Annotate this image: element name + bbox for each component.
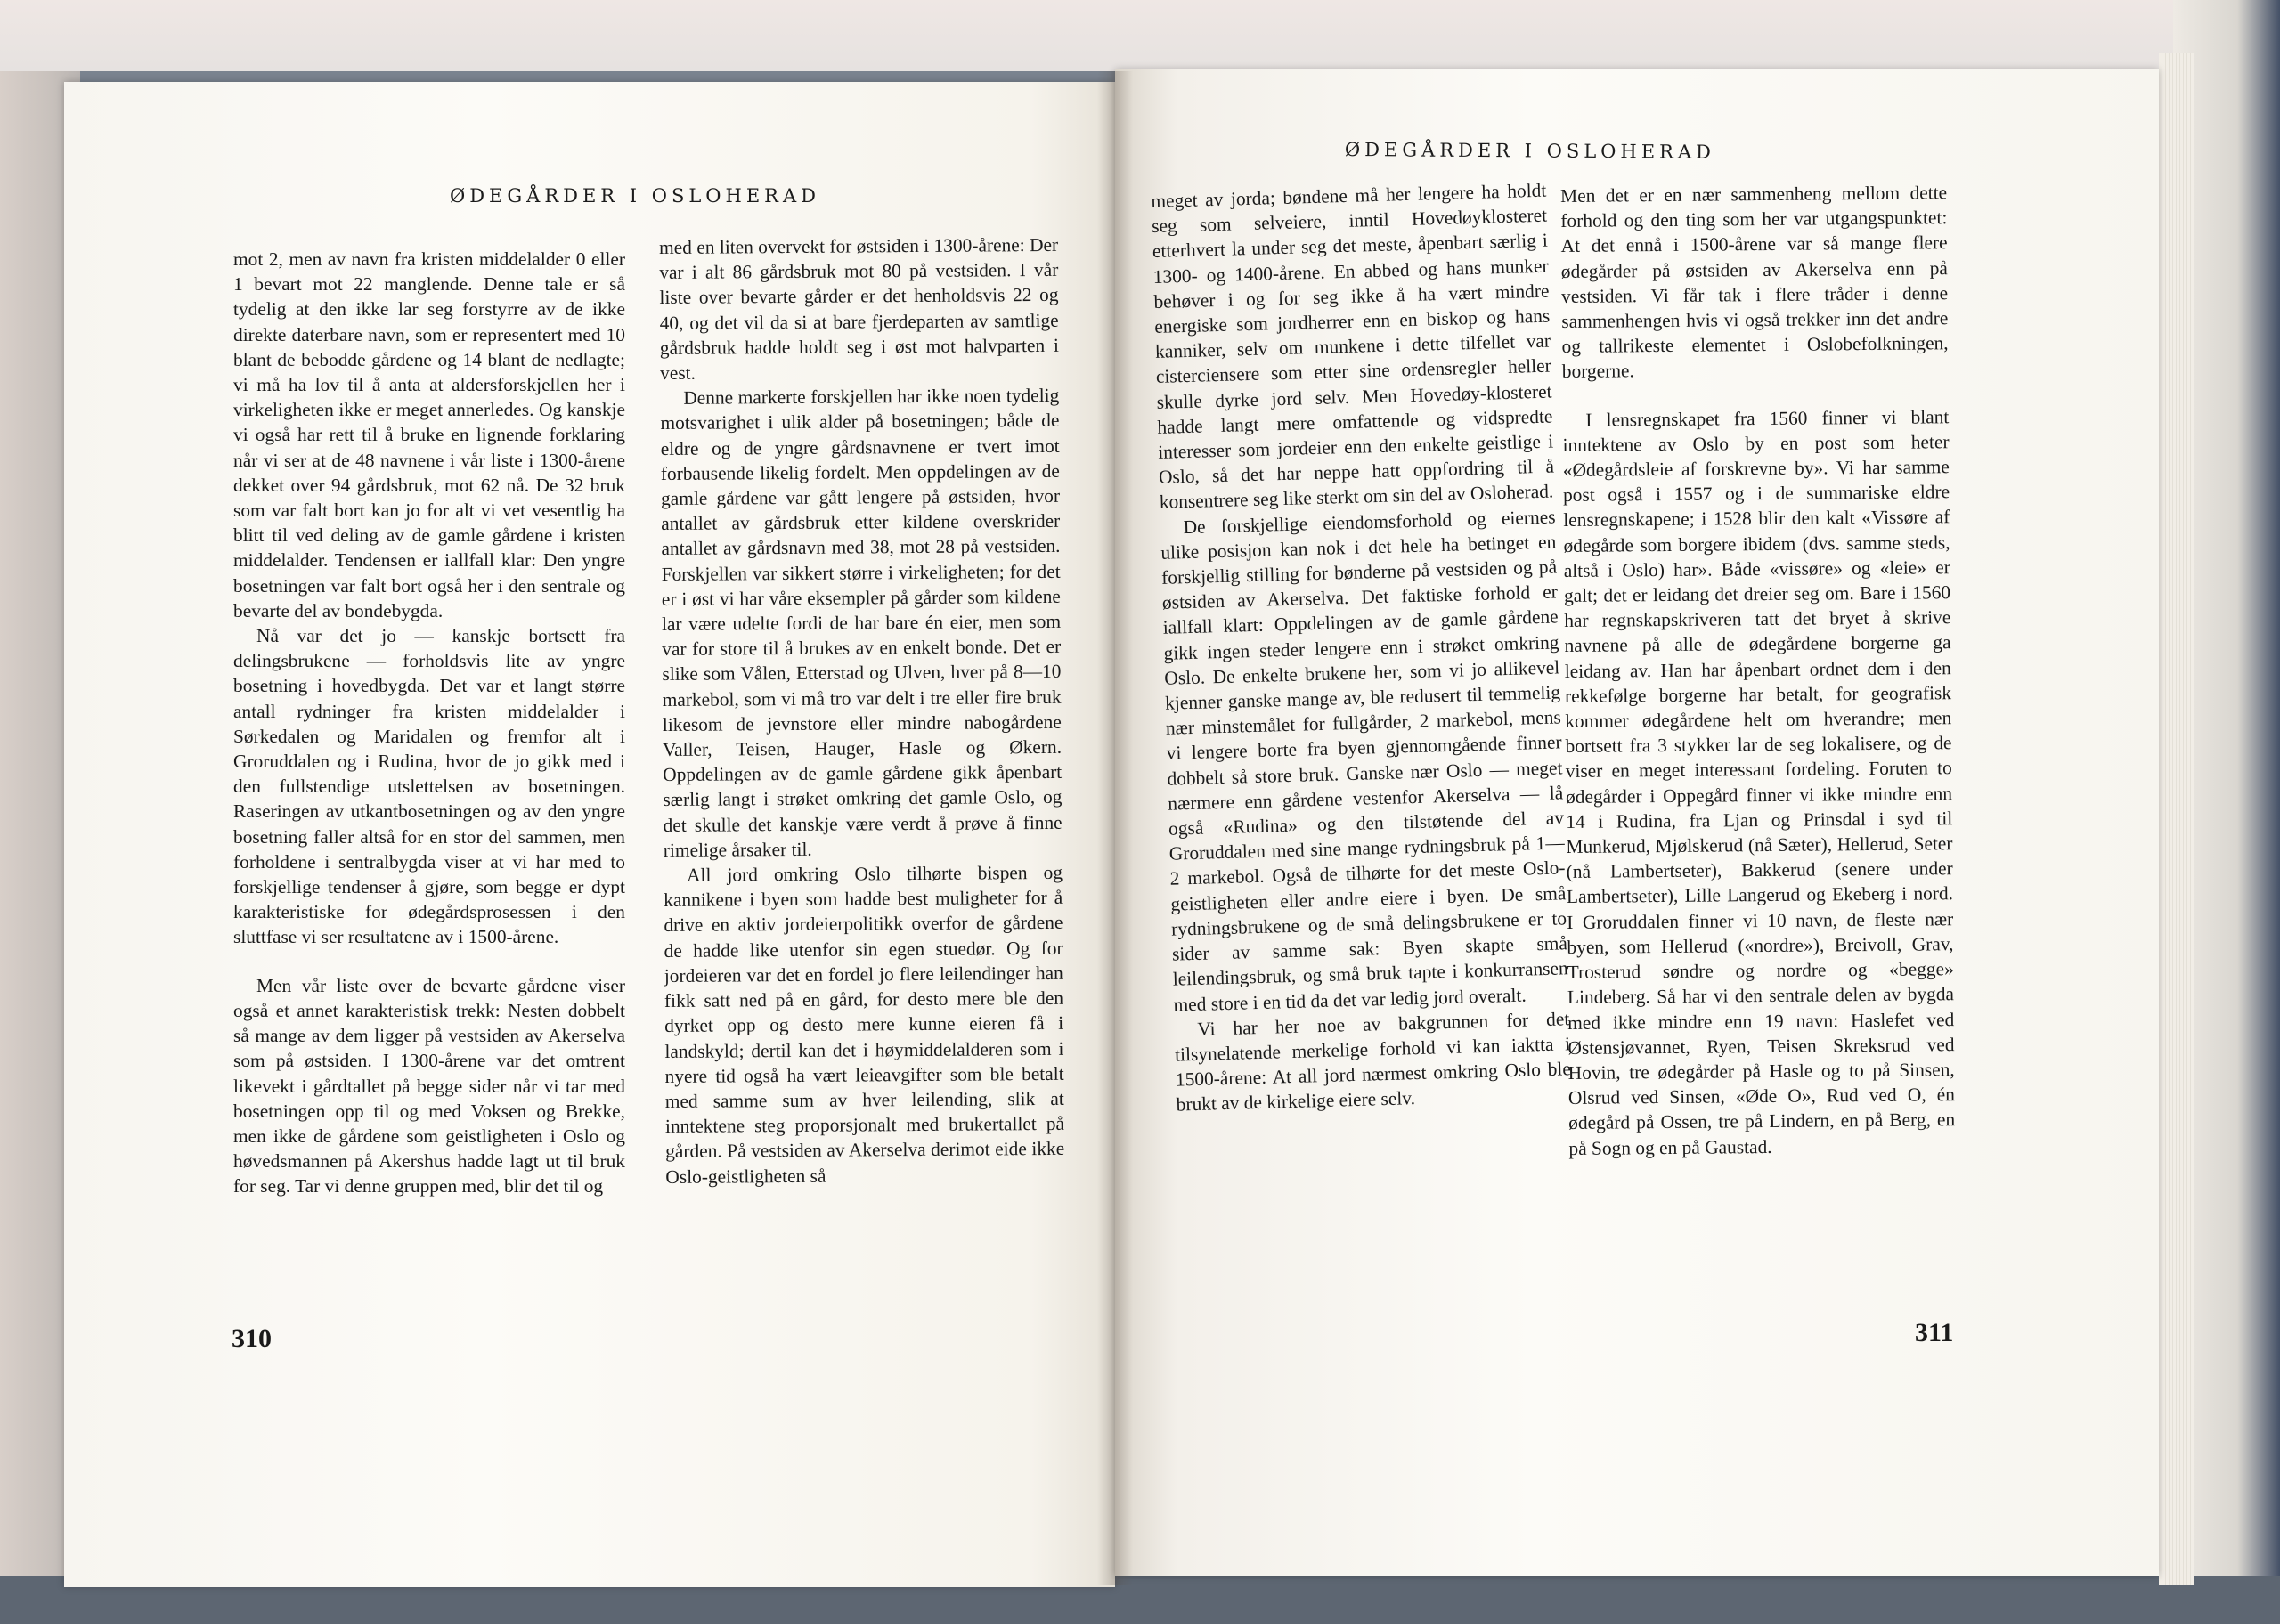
- paragraph: All jord omkring Oslo tilhørte bispen og kannikene i byen som hadde best muligheter for å drive en aktiv jordeierpolitikk overfor de gårdene de hadde like utenfor sin egen stuedør. Og for jordeieren var det en fordel jo flere leilendinger han fikk satt ned på en gård, for desto mere ble den dyrket opp og desto mere kunne eieren få i landskyld; dertil kan det i høymiddelalderen som i nyere tid også ha vært leieavgifter som ble betalt med samme sum av hver leilending, slik at inntektene steg proporsjonalt med brukertallet på gården. På vestsiden av Akerselva derimot eide ikke Oslo-geistligheten så: [664, 861, 1065, 1188]
- paragraph: med en liten overvekt for østsiden i 1300-årene: Der var i alt 86 gårdsbruk mot 80 på vestsiden. I vår liste over bevarte gårder er det henholdsvis 22 og 40, og det vil da si at bare fjerdeparten av samtlige gårdsbruk hadde holdt seg i øst mot halvparten i vest.: [659, 233, 1059, 385]
- paragraph: Men det er en nær sammenheng mellom dette forhold og den ting som her var utgangspunktet: At det ennå i 1500-årene var så mange flere ødegårder på østsiden av Akerselva enn på vestsiden. Vi får tak i flere tråder i denne sammenhengen hvis vi også trekker inn det andre og tallrikeste elementet i Oslobefolkningen, borgerne.: [1560, 182, 1949, 383]
- paragraph: Denne markerte forskjellen har ikke noen tydelig motsvarighet i ulik alder på bosetningen; både de eldre og de yngre gårdsnavnene er tvert imot forbausende likelig fordelt. Men oppdelingen av de gamle gårdene var gått lengere på østsiden, hvor antallet av gårdsbruk etter kildene overskrider antallet av gårdsnavn med 38, mot 28 på vestsiden. Forskjellen var sikkert større i virkeligheten; for det er i øst vi har våre eksempler på gårder som kildene lar være udelte fordi de har bare én eier, men som var for store til å brukes av en enkelt bonde. Det er slike som Vålen, Etterstad og Ulven, hver på 8—10 markebol, som vi må tro var delt i tre eller fire bruk likesom de jevnstore eller mindre nabogårdene Valler, Teisen, Hauger, Hasle og Økern. Oppdelingen av de gamle gårdene gikk åpenbart særlig langt i strøket omkring det gamle Oslo, og det skulle det kanskje være verdt å prøve å finne rimelige årsaker til.: [660, 385, 1063, 861]
- left-column-2: [659, 232, 1064, 1190]
- paragraph: I lensregnskapet fra 1560 finner vi blant inntektene av Oslo by en post som heter «Ødegårdsleie af forskrevne by». Vi har samme post også i 1557 og i de summariske eldre lensregnskapene; i 1528 blir den kalt «Vissøre af ødegårde som borgere ibidem (dvs. samme steds, altså i Oslo) har». Både «vissøre» og «leie» er galt; det er leidang det dreier seg om. Bare i 1560 har regnskapskriveren tatt det bryet å skrive navnene på alle de ødegårdene borgerne ga leidang av. Han har åpenbart ordnet dem i den rekkefølge borgerne har betalt, for geografisk kommer ødegårdene helt om hverandre; men bortsett fra 3 stykker lar de seg lokalisere, og de viser en meget interessant fordeling. Foruten to ødegårder i Oppegård finner vi ikke mindre enn 14 i Rudina, fra Ljan og Prinsdal i syd til Munkerud, Mjølskerud (nå Sæter), Hellerud, Seter (nå Lambertseter), Bakkerud (senere under Lambertseter), Lille Langerud og Ekeberg i nord. I Groruddalen finner vi 10 navn, de fleste nær byen, som Hellerud («nordre»), Breivoll, Grav, Trosterud søndre og nordre og «begge» Lindeberg. Så har vi den sentrale delen av bygda med ikke mindre enn 19 navn: Haslefet ved Østensjøvannet, Ryen, Teisen Skreksrud ved Hovin, tre ødegårder på Hasle og to på Sinsen, Olsrud ved Sinsen, «Øde O», Rud ved O, én ødegård på Ossen, tre på Lindern, en på Berg, en på Sogn og en på Gaustad.: [1562, 405, 1956, 1159]
- right-page-number: 311: [1915, 1318, 1954, 1347]
- book-gutter: [1097, 71, 1133, 1585]
- right-column-2: [1560, 180, 1956, 1160]
- paragraph: mot 2, men av navn fra kristen middelalder 0 eller 1 bevart mot 22 manglende. Denne tale er så tydelig at den ikke lar seg forstyrre av de ikke direkte daterbare navn, som er representert med 10 blant de bebodde gårdene og 14 blant de nedlagte; vi må ha lov til å anta at aldersforskjellen her i virkeligheten ikke er meget annerledes. Og kanskje vi også har rett til å bruke en lignende forklaring når vi ser at de 48 navnene i vår liste i 1300-årene dekket over 94 gårdsbruk, mot 62 nå. De 32 bruk som var falt bort kan jo for alt vi vet vesentlig ha blitt til ved deling av de gamle gårdene i kristen middelalder. Tendensen er iallfall klar: Den yngre bosetningen var falt bort også her i den sentrale og bevarte del av bondebygda.: [233, 248, 625, 621]
- background-top: [0, 0, 2280, 71]
- paragraph: meget av jorda; bøndene må her lengere ha holdt seg som selveiere, inntil Hovedøyklosteret etterhvert la under seg det meste, åpenbart særlig i 1300- og 1400-årene. En abbed og hans munker behøver i og for seg ikke å ha vært mindre energiske som jordherrer enn en biskop og hans kanniker, selv om munkene i dette tilfellet var cistercienserе som etter sine ordensregler heller skulle dyrke jord selv. Men Hovedøy-klosteret hadde langt mere omfattende og vidspredte interesser som jordeier enn den enkelte geistlige i Oslo, så det har neppe hatt oppfordring til å konsentrere seg like sterkt om sin del av Osloherad.: [1151, 179, 1555, 514]
- right-column-1: [1151, 178, 1572, 1118]
- paragraph: Men vår liste over de bevarte gårdene viser også et annet karakteristisk trekk: Nesten dobbelt så mange av dem ligger på vestsiden av Akerselva som på østsiden. I 1300-årene var det omtrent likevekt i gårdtallet på begge sider når vi tar med bosetningen opp til og med Voksen og Brekke, men ikke de gårdene som geistligheten i Oslo og høvedsmannen på Akershus hadde lagt ut til bruk for seg. Tar vi denne gruppen med, blir det til og: [233, 974, 625, 1198]
- page-edges: [2159, 53, 2194, 1585]
- left-running-head: ØDEGÅRDER I OSLOHERAD: [450, 185, 820, 207]
- left-column-1: [233, 247, 625, 1199]
- paragraph: Nå var det jo — kanskje bortsett fra delingsbrukene — forholdsvis lite av yngre bosetning i hovedbygda. Det var et langt større antall rydninger fra kristen middelalder i Sørkedalen og Maridalen og fremfor alt i Groruddalen og i Rudina, hvor de jo gikk med i den fullstendige utslettelsen av bosetningen. Raseringen av utkantbosetningen og av den yngre bosetning faller altså for en stor del sammen, men forholdene i sentralbygda viser at vi har med to forskjellige tendenser å gjøre, som begge er dypt karakteristiske for ødegårdsprosessen i den sluttfase vi ser resultatene av i 1500-årene.: [233, 625, 625, 948]
- paragraph: De forskjellige eiendomsforhold og eiernes ulike posisjon kan nok i det hele ha betinget en forskjellig stilling for bønderne på vestsiden og på østsiden av Akerselva. Det faktiske forhold er iallfall klart: Oppdelingen av de gamle gårdene gikk ingen steder lengere enn i strøket omkring Oslo. De enkelte brukene her, som vi jo allikevel kjenner ganske mange av, ble redusert til temmelig nær minstemålet for fullgårder, 2 markebol, mens vi lengere borte fra byen gjennomgående finner dobbelt så store bruk. Ganske nær Oslo — meget nærmere enn gårdene vestenfor Akerselva — lå også «Rudina» og den tilstøtende del av Groruddalen med sine mange rydningsbruk på 1—2 markebol. Også de tilhørte for det meste Oslo-geistligheten eller andre eiere i byen. De små rydningsbrukene og de små delingsbrukene er to sider av samme sak: Byen skapte små leilendingsbruk, og små bruk tapte i konkurransen med store i en tid da det var ledig jord overalt.: [1160, 506, 1568, 1016]
- right-running-head: ØDEGÅRDER I OSLOHERAD: [1344, 139, 1715, 163]
- paragraph: Vi har her noe av bakgrunnen for det tilsynelatende merkelige forhold vi kan iaktta i 1500-årene: At all jord nærmest omkring Oslo ble brukt av de kirkelige eiere selv.: [1174, 1007, 1572, 1116]
- left-page-number: 310: [232, 1324, 272, 1353]
